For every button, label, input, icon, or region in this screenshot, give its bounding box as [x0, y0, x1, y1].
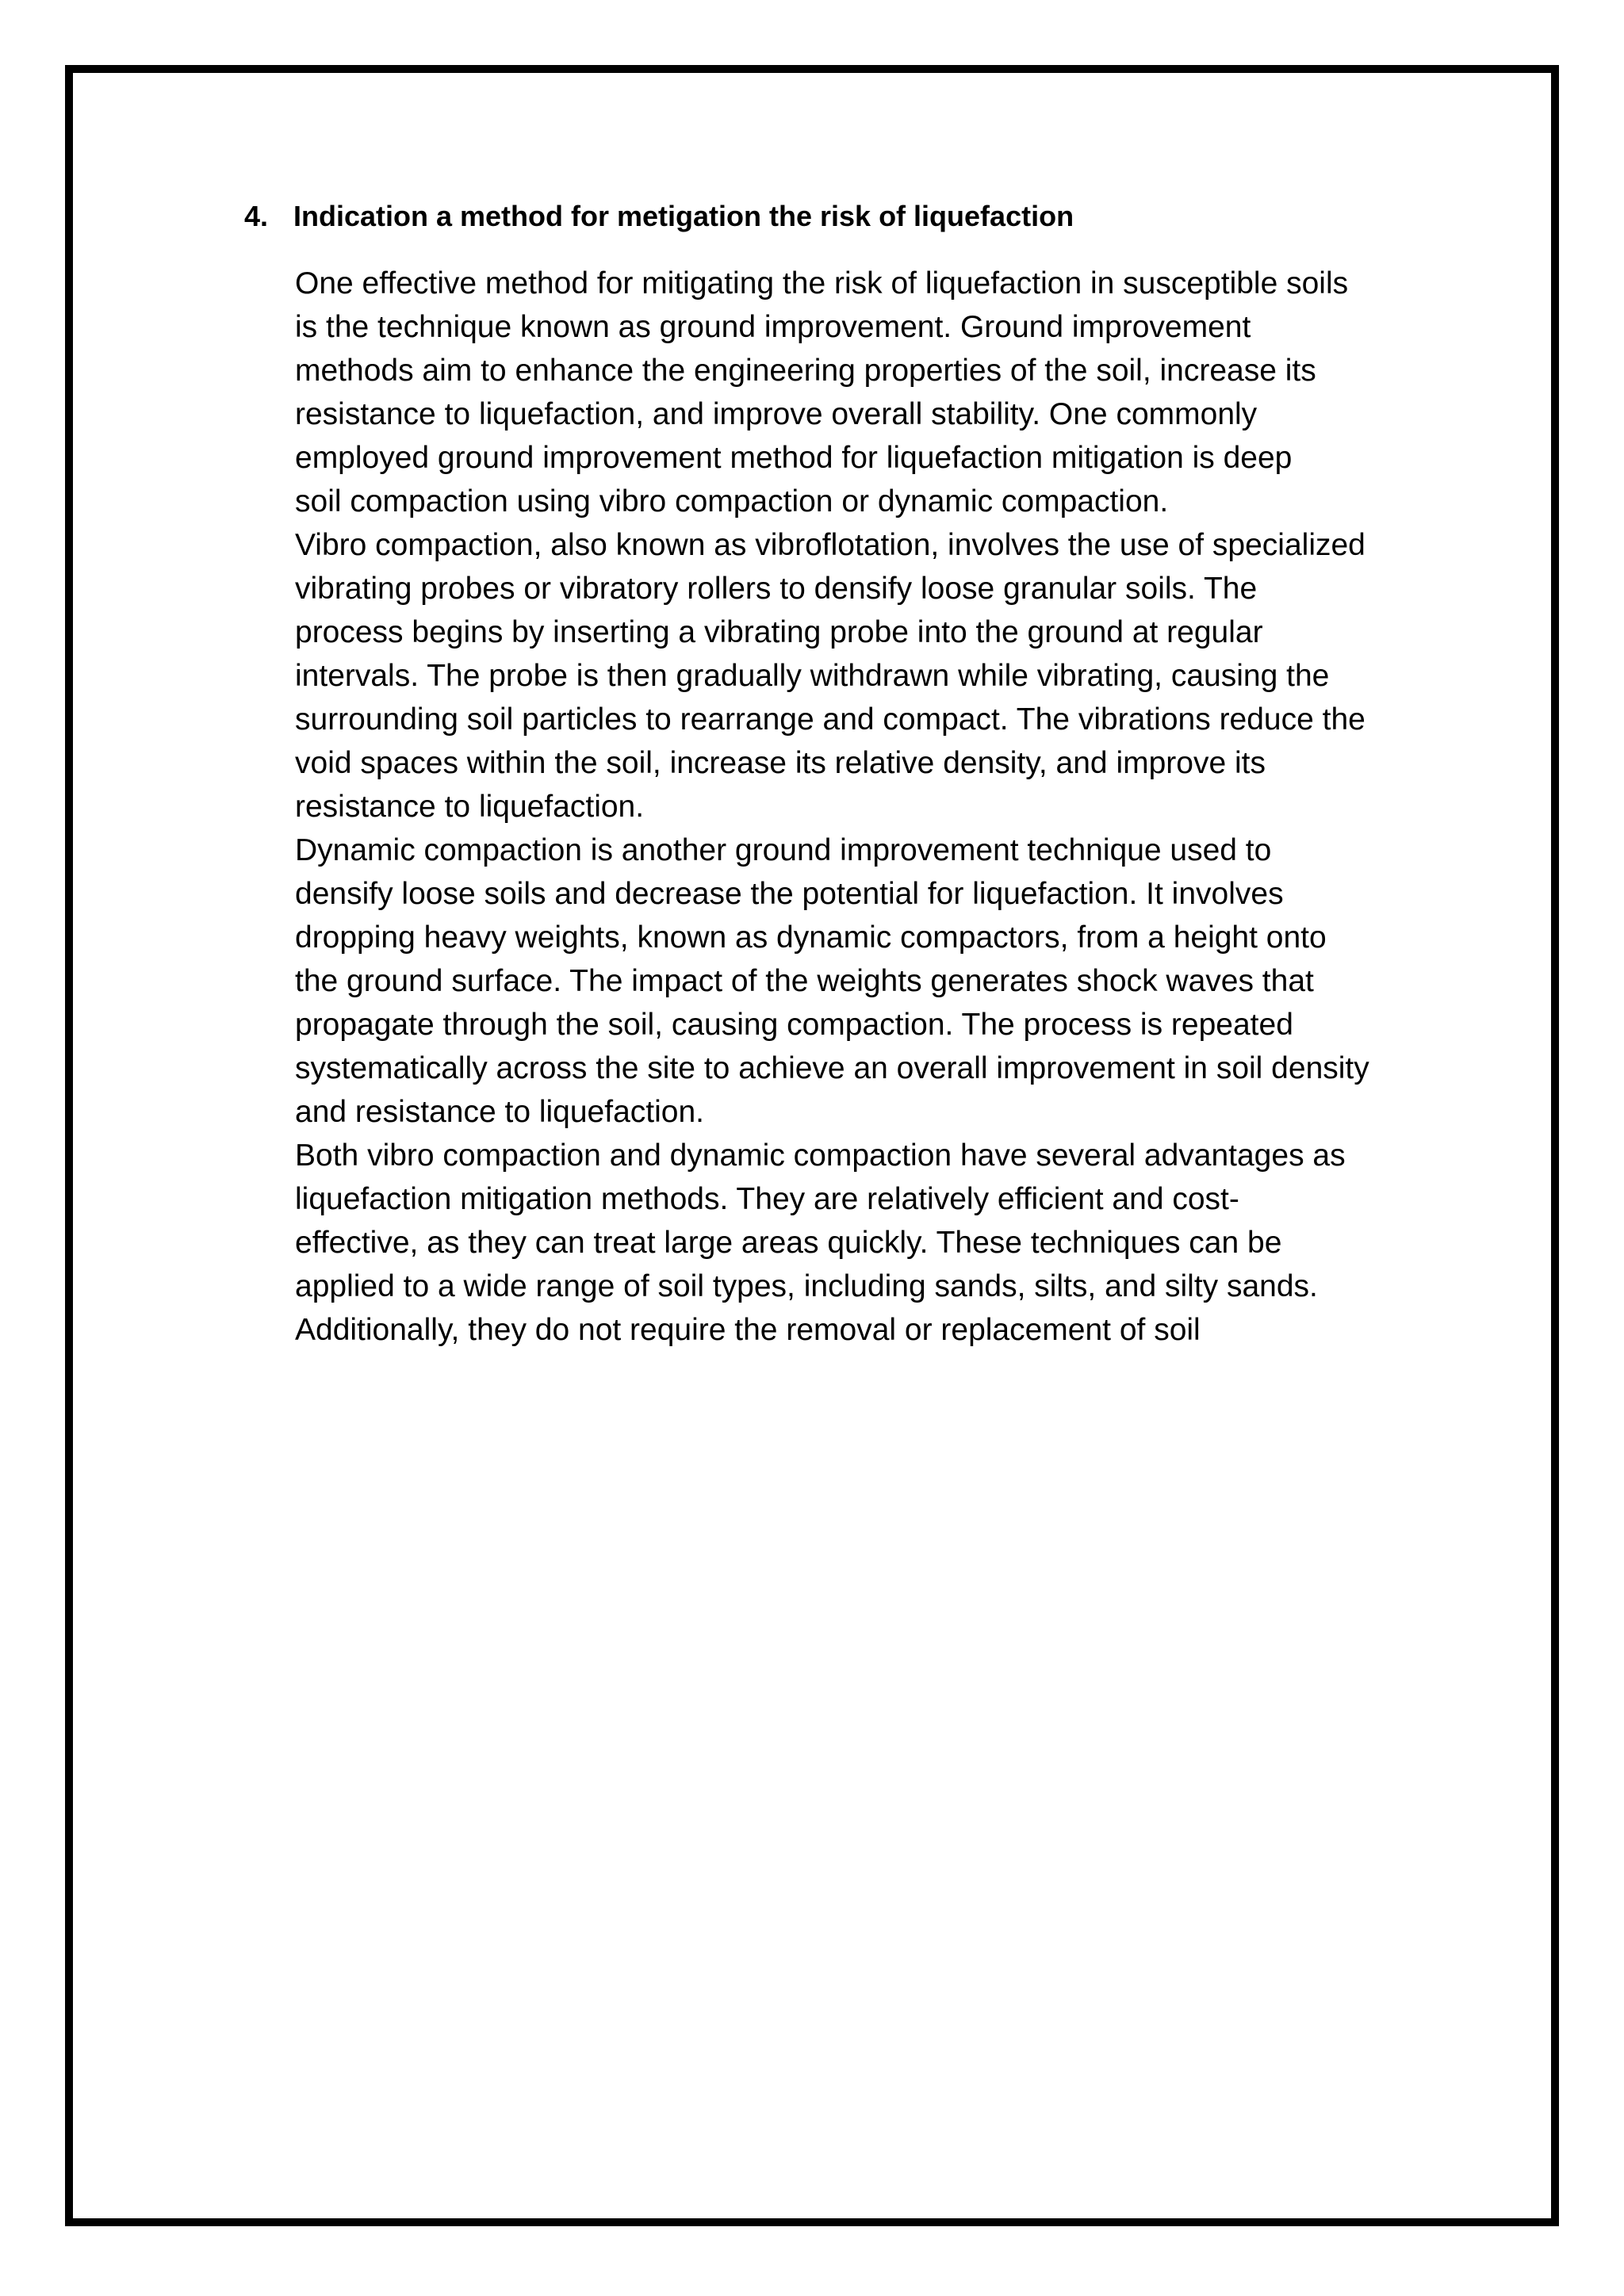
text-line: liquefaction mitigation methods. They are relatively efficient and cost-	[295, 1182, 1239, 1216]
text-line: applied to a wide range of soil types, including sands, silts, and silty sands.	[295, 1269, 1318, 1303]
text-line: vibrating probes or vibratory rollers to densify loose granular soils. The	[295, 572, 1258, 606]
text-line: void spaces within the soil, increase its relative density, and improve its	[295, 746, 1266, 780]
text-line: dropping heavy weights, known as dynamic compactors, from a height onto	[295, 920, 1327, 955]
text-line: One effective method for mitigating the risk of liquefaction in susceptible soils	[295, 266, 1349, 300]
text-line: and resistance to liquefaction.	[295, 1095, 704, 1129]
text-line: process begins by inserting a vibrating probe into the ground at regular	[295, 615, 1263, 649]
text-line: intervals. The probe is then gradually withdrawn while vibrating, causing the	[295, 659, 1330, 693]
text-line: soil compaction using vibro compaction or dynamic compaction.	[295, 484, 1169, 519]
text-line: is the technique known as ground improvement. Ground improvement	[295, 310, 1251, 344]
text-line: propagate through the soil, causing compaction. The process is repeated	[295, 1008, 1293, 1042]
text-line: Dynamic compaction is another ground improvement technique used to	[295, 833, 1272, 867]
text-line: Both vibro compaction and dynamic compaction have several advantages as	[295, 1138, 1346, 1173]
text-line: systematically across the site to achieve an overall improvement in soil density	[295, 1051, 1369, 1085]
text-line: effective, as they can treat large areas quickly. These techniques can be	[295, 1226, 1282, 1260]
heading-number: 4.	[244, 200, 269, 232]
heading-text: Indication a method for metigation the risk of liquefaction	[293, 200, 1074, 232]
text-line: surrounding soil particles to rearrange and compact. The vibrations reduce the	[295, 702, 1365, 737]
text-line: densify loose soils and decrease the potential for liquefaction. It involves	[295, 877, 1284, 911]
text-line: methods aim to enhance the engineering properties of the soil, increase its	[295, 354, 1316, 388]
text-line: Vibro compaction, also known as vibroflotation, involves the use of specialized	[295, 528, 1365, 562]
text-line: employed ground improvement method for liquefaction mitigation is deep	[295, 441, 1293, 475]
text-line: the ground surface. The impact of the weights generates shock waves that	[295, 964, 1314, 998]
body-text	[295, 262, 1453, 1352]
text-line: Additionally, they do not require the removal or replacement of soil	[295, 1313, 1201, 1347]
text-line: resistance to liquefaction, and improve overall stability. One commonly	[295, 397, 1258, 431]
text-line: resistance to liquefaction.	[295, 790, 645, 824]
